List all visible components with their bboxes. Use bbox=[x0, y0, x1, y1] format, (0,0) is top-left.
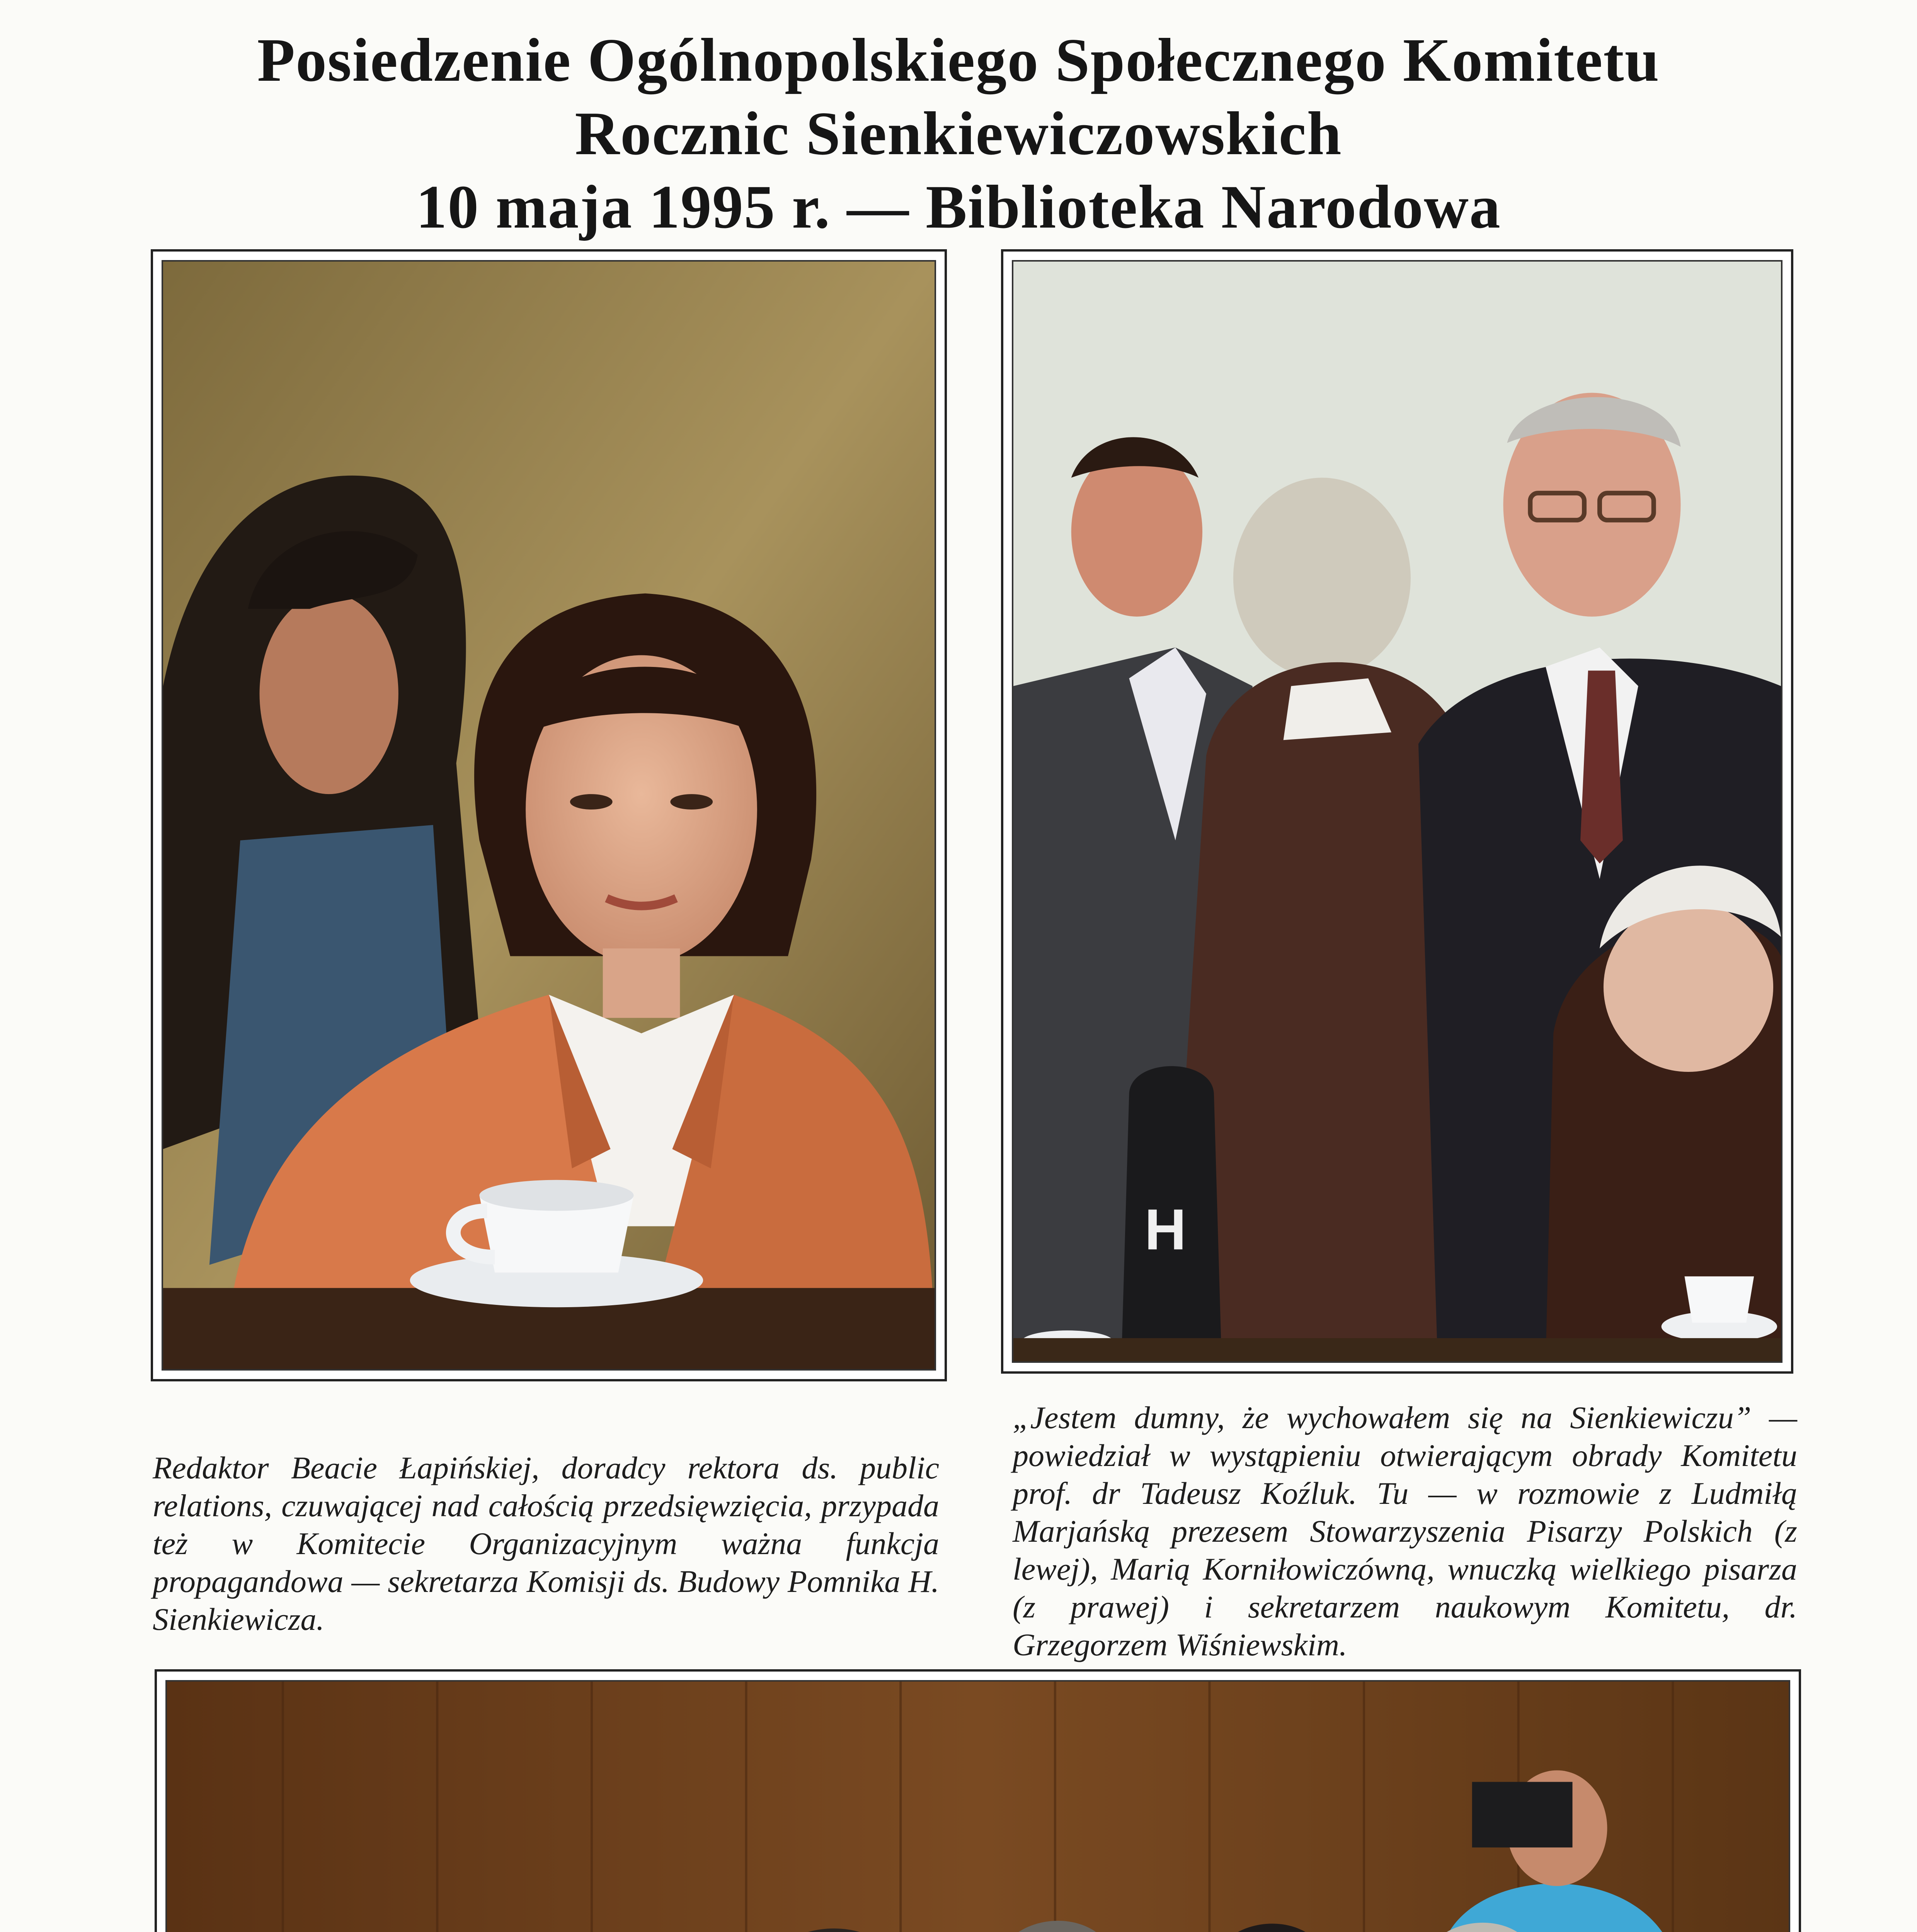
meeting-photo bbox=[167, 1682, 1789, 1932]
caption-left: Redaktor Beacie Łapińskiej, doradcy rektora ds. public relations, czuwającej nad całością przedsięwzięcia, przypada też w Komitecie Organizacyjnym ważna funkcja propagandowa — sekretarza Komisji ds. Budowy Pomnika H. Sienkiewicza. bbox=[153, 1450, 939, 1637]
header-line-1: Posiedzenie Ogólnopolskiego Społecznego Komitetu bbox=[257, 26, 1660, 94]
photo-right-top bbox=[1001, 249, 1793, 1374]
page-header bbox=[0, 23, 1917, 243]
group-photo bbox=[1013, 262, 1781, 1361]
header-line-2: Rocznic Sienkiewiczowskich bbox=[575, 99, 1342, 168]
thermos-letter: H bbox=[1144, 1197, 1187, 1262]
caption-right: „Jestem dumny, że wychowałem się na Sienkiewiczu” — powiedział w wystąpieniu otwierającym obrady Komitetu prof. dr Tadeusz Koźluk. Tu — w rozmowie z Ludmiłą Marjańską prezesem Stowarzyszenia Pisarzy Polskich (z lewej), Marią Korniłowiczówną, wnuczką wielkiego pisarza (z prawej) i sekretarzem naukowym Komitetu, dr. Grzegorzem Wiśniewskim. bbox=[1013, 1400, 1797, 1662]
photo-left-top bbox=[151, 249, 947, 1381]
header-line-3: 10 maja 1995 r. — Biblioteka Narodowa bbox=[416, 172, 1501, 241]
portrait-photo bbox=[163, 262, 935, 1369]
photo-bottom bbox=[155, 1669, 1801, 1932]
